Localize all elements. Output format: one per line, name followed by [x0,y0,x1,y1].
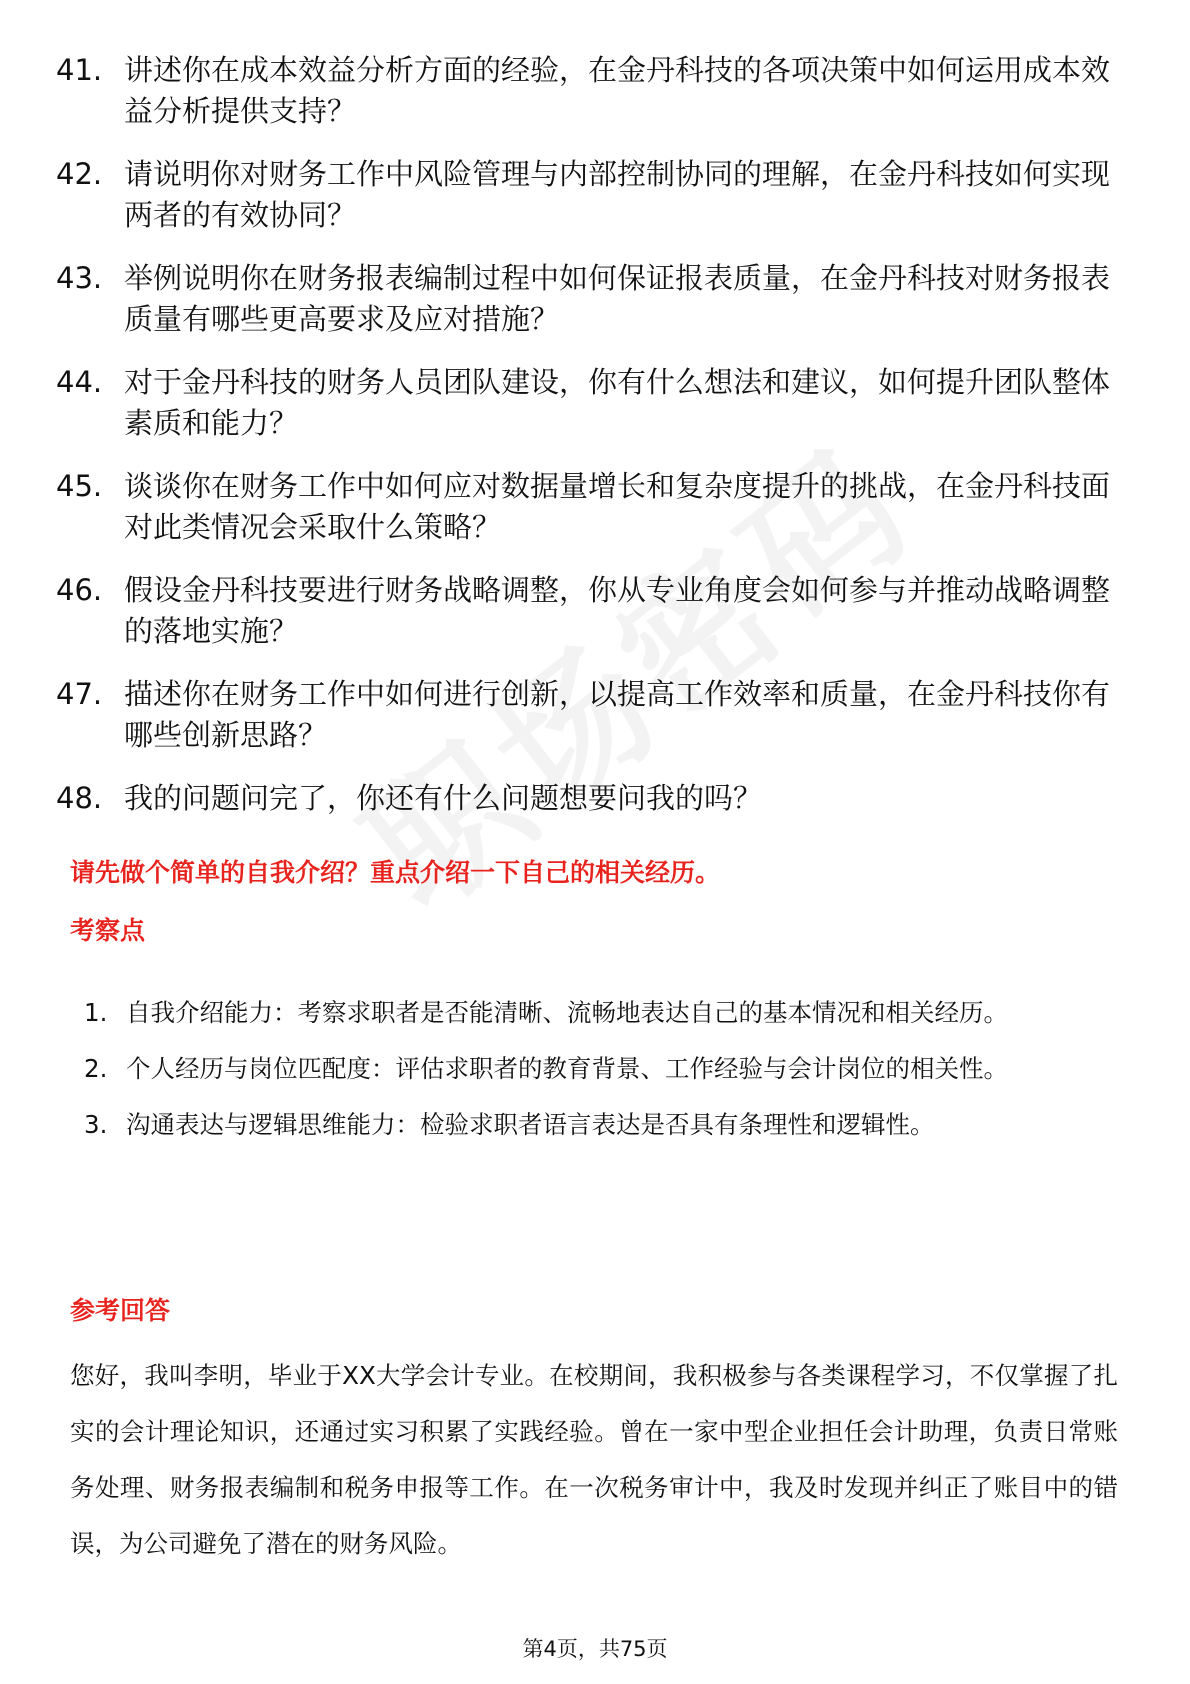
question-item [56,362,1116,444]
reference-answer-text: 您好，我叫李明，毕业于XX大学会计专业。在校期间，我积极参与各类课程学习，不仅掌握了扎实的会计理论知识，还通过实习积累了实践经验。曾在一家中型企业担任会计助理，负责日常账务处理、财务报表编制和税务申报等工作。在一次税务审计中，我及时发现并纠正了账目中的错误，为公司避免了潜在的财务风险。 [70,1361,1118,1558]
check-point-number: 1. [84,998,108,1027]
question-item [56,258,1116,340]
question-text: 对于金丹科技的财务人员团队建设，你有什么想法和建议，如何提升团队整体素质和能力？ [124,365,1111,440]
question-text: 我的问题问完了，你还有什么问题想要问我的吗？ [124,781,763,815]
question-number: 47. [56,677,103,711]
question-number: 48. [56,781,103,815]
check-point-text: 沟通表达与逻辑思维能力：检验求职者语言表达是否具有条理性和逻辑性。 [126,1110,935,1139]
question-item [56,154,1116,236]
page-footer: 第4页，共75页 [522,1637,668,1661]
question-item [56,50,1116,132]
question-item [56,778,1116,819]
check-point-number: 3. [84,1110,108,1139]
question-item [56,674,1116,756]
question-number: 43. [56,261,103,295]
question-item [56,466,1116,548]
question-number: 42. [56,157,103,191]
question-text: 谈谈你在财务工作中如何应对数据量增长和复杂度提升的挑战，在金丹科技面对此类情况会采取什么策略？ [124,469,1111,544]
check-point-text: 个人经历与岗位匹配度：评估求职者的教育背景、工作经验与会计岗位的相关性。 [126,1054,1008,1083]
intro-question-heading: 请先做个简单的自我介绍？重点介绍一下自己的相关经历。 [70,858,721,887]
check-point-number: 2. [84,1054,108,1083]
check-points-heading: 考察点 [70,916,146,945]
check-point-item [84,1041,1124,1097]
question-text: 假设金丹科技要进行财务战略调整，你从专业角度会如何参与并推动战略调整的落地实施？ [124,573,1111,648]
check-point-list [84,985,1124,1153]
question-text: 举例说明你在财务报表编制过程中如何保证报表质量，在金丹科技对财务报表质量有哪些更高要求及应对措施？ [124,261,1111,336]
check-point-item [84,1097,1124,1153]
check-point-text: 自我介绍能力：考察求职者是否能清晰、流畅地表达自己的基本情况和相关经历。 [126,998,1008,1027]
question-number: 45. [56,469,103,503]
question-item [56,570,1116,652]
question-text: 讲述你在成本效益分析方面的经验，在金丹科技的各项决策中如何运用成本效益分析提供支持？ [124,53,1111,128]
question-text: 请说明你对财务工作中风险管理与内部控制协同的理解，在金丹科技如何实现两者的有效协同？ [124,157,1111,232]
reference-answer-heading: 参考回答 [70,1296,171,1325]
question-number: 46. [56,573,103,607]
question-number: 41. [56,53,103,87]
question-text: 描述你在财务工作中如何进行创新，以提高工作效率和质量，在金丹科技你有哪些创新思路？ [124,677,1111,752]
question-number: 44. [56,365,103,399]
check-point-item [84,985,1124,1041]
question-list [56,50,1116,841]
